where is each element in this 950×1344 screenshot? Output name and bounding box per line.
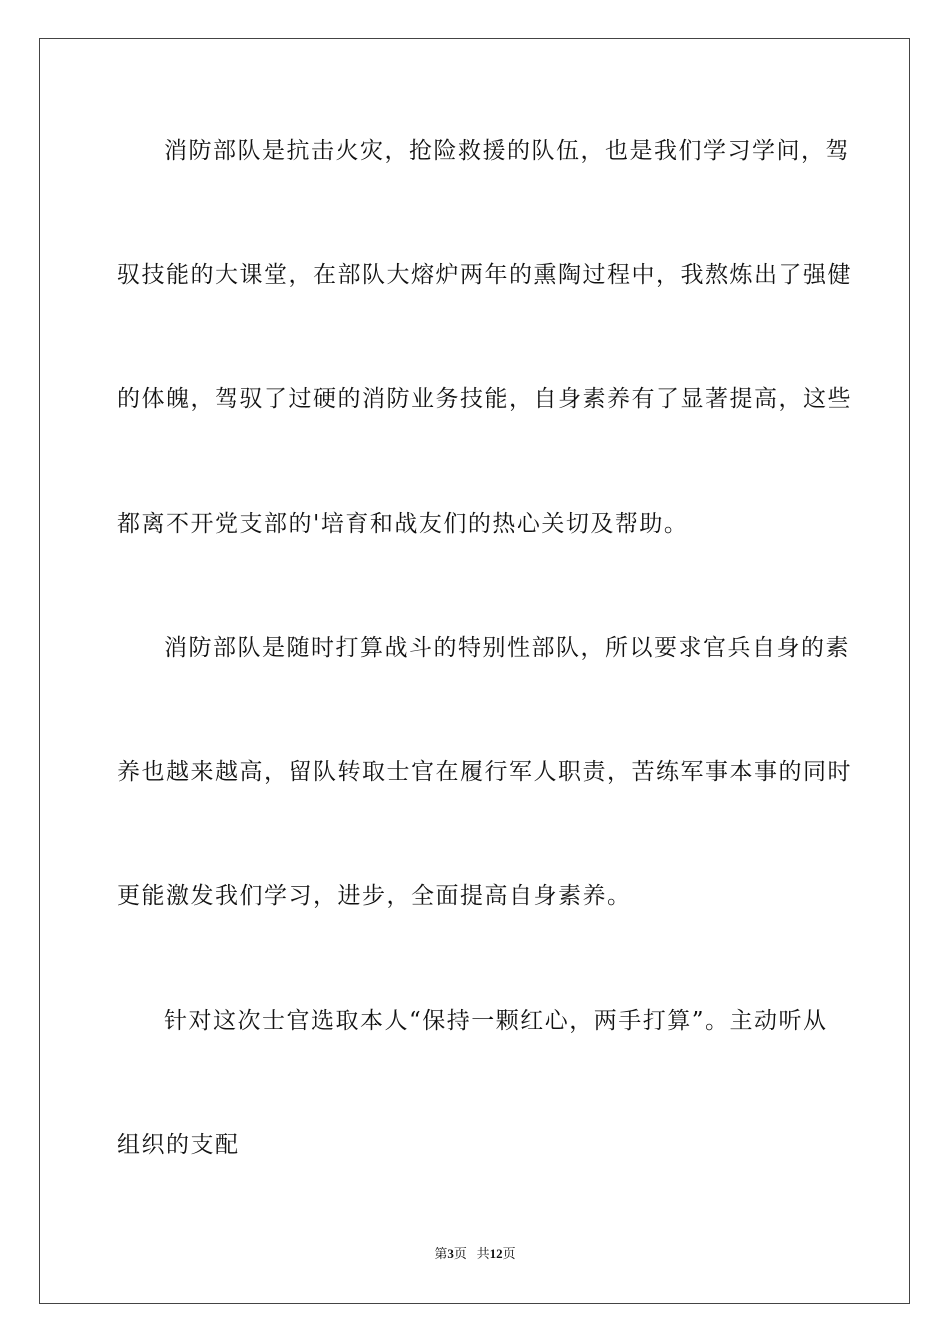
total-prefix: 共 [476,1246,490,1261]
page-number: 3 [447,1246,454,1261]
body-text-line: 的体魄，驾驭了过硬的消防业务技能，自身素养有了显著提高，这些 [117,386,852,412]
body-text-line: 消防部队是抗击火灾，抢险救援的队伍，也是我们学习学问，驾 [164,138,850,164]
page-prefix: 第 [434,1246,448,1261]
total-pages: 12 [489,1246,503,1261]
page-border [39,38,910,1304]
page-footer [0,1245,950,1263]
body-text-line: 养也越来越高，留队转取士官在履行军人职责，苦练军事本事的同时 [117,759,852,785]
page-suffix: 页 [453,1246,467,1261]
body-text-line: 针对这次士官选取本人“保持一颗红心，两手打算”。主动听从 [164,1008,828,1034]
body-text-line: 更能激发我们学习，进步，全面提高自身素养。 [117,883,632,909]
body-text-line: 消防部队是随时打算战斗的特别性部队，所以要求官兵自身的素 [164,635,850,661]
body-text-line: 驭技能的大课堂，在部队大熔炉两年的熏陶过程中，我熬炼出了强健 [117,262,852,288]
total-suffix: 页 [502,1246,516,1261]
body-text-line: 都离不开党支部的'培育和战友们的热心关切及帮助。 [117,511,689,537]
body-text-line: 组织的支配 [117,1132,240,1158]
